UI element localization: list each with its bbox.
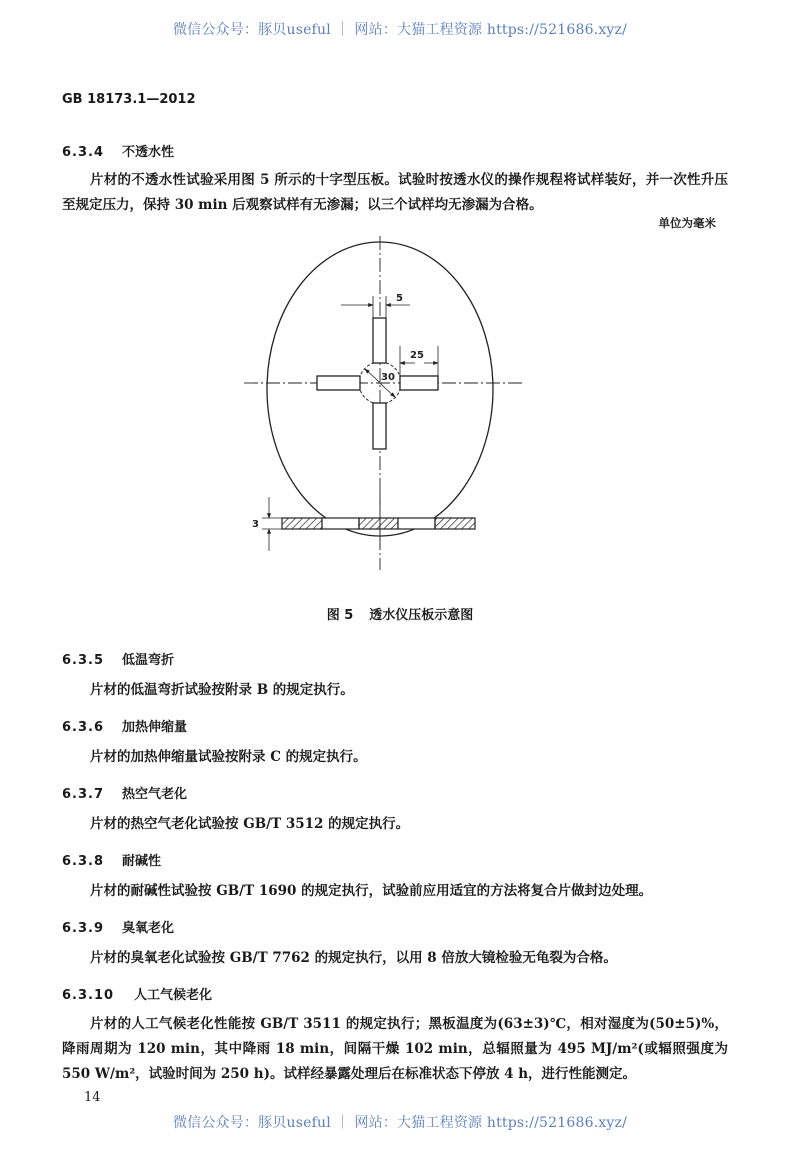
section-title: 耐碱性	[122, 854, 162, 869]
section-text-6-3-6: 片材的加热伸缩量试验按附录 C 的规定执行。	[90, 749, 367, 765]
watermark-top: 微信公众号：豚贝useful ｜ 网站：大猫工程资源 https://521686.xyz/	[172, 22, 628, 38]
section-number: 6.3.6	[62, 720, 105, 735]
section-title: 低温弯折	[122, 653, 175, 668]
dim-thickness: 3	[252, 519, 259, 530]
section-number: 6.3.7	[62, 787, 105, 802]
section-title: 热空气老化	[122, 787, 188, 802]
section-heading-6-3-8	[62, 850, 161, 869]
section-title: 人工气候老化	[134, 988, 213, 1003]
dim-slot-length: 25	[410, 350, 424, 361]
page-number: 14	[84, 1090, 101, 1105]
section-text-6-3-10: 片材的人工气候老化性能按 GB/T 3511 的规定执行；黑板温度为(63±3)℃，相对湿度为(50±5)%，降雨周期为 120 min，其中降雨 18 min，间隔干燥 102 min，总辐照量为 495 MJ/m²(或辐照强度为 550 W/m²，试验时间为 250 h)。试样经暴露处理后在标准状态下停放 4 h，进行性能测定。	[62, 1016, 728, 1082]
section-number: 6.3.9	[62, 921, 105, 936]
section-heading-6-3-6	[62, 716, 187, 735]
section-heading-6-3-10	[62, 984, 212, 1003]
dim-slot-width: 5	[396, 293, 403, 304]
section-title: 臭氧老化	[122, 921, 175, 936]
figure-title: 透水仪压板示意图	[369, 608, 474, 623]
section-heading-6-3-4	[62, 141, 174, 160]
section-text-6-3-4: 片材的不透水性试验采用图 5 所示的十字型压板。试验时按透水仪的操作规程将试样装好，并一次性升压至规定压力，保持 30 min 后观察试样有无渗漏；以三个试样均无渗漏为合格。	[62, 172, 728, 213]
section-number: 6.3.5	[62, 653, 105, 668]
section-text-6-3-8: 片材的耐碱性试验按 GB/T 1690 的规定执行，试验前应用适宜的方法将复合片做封边处理。	[90, 883, 653, 899]
figure-caption	[0, 604, 800, 623]
figure-number: 图 5	[326, 608, 354, 623]
section-heading-6-3-7	[62, 783, 187, 802]
section-text-6-3-9: 片材的臭氧老化试验按 GB/T 7762 的规定执行，以用 8 倍放大镜检验无龟裂为合格。	[90, 950, 617, 966]
section-title: 加热伸缩量	[122, 720, 188, 735]
section-text-6-3-7: 片材的热空气老化试验按 GB/T 3512 的规定执行。	[90, 816, 410, 832]
dim-center-diameter: 30	[381, 372, 395, 383]
unit-note: 单位为毫米	[658, 216, 716, 230]
watermark-bottom: 微信公众号：豚贝useful ｜ 网站：大猫工程资源 https://521686.xyz/	[172, 1115, 628, 1131]
section-number: 6.3.8	[62, 854, 105, 869]
section-number: 6.3.10	[62, 988, 115, 1003]
standard-id: GB 18173.1—2012	[62, 92, 196, 107]
section-title: 不透水性	[122, 145, 175, 160]
section-heading-6-3-9	[62, 917, 174, 936]
section-text-6-3-5: 片材的低温弯折试验按附录 B 的规定执行。	[90, 682, 354, 698]
section-heading-6-3-5	[62, 649, 174, 668]
section-number: 6.3.4	[62, 145, 105, 160]
